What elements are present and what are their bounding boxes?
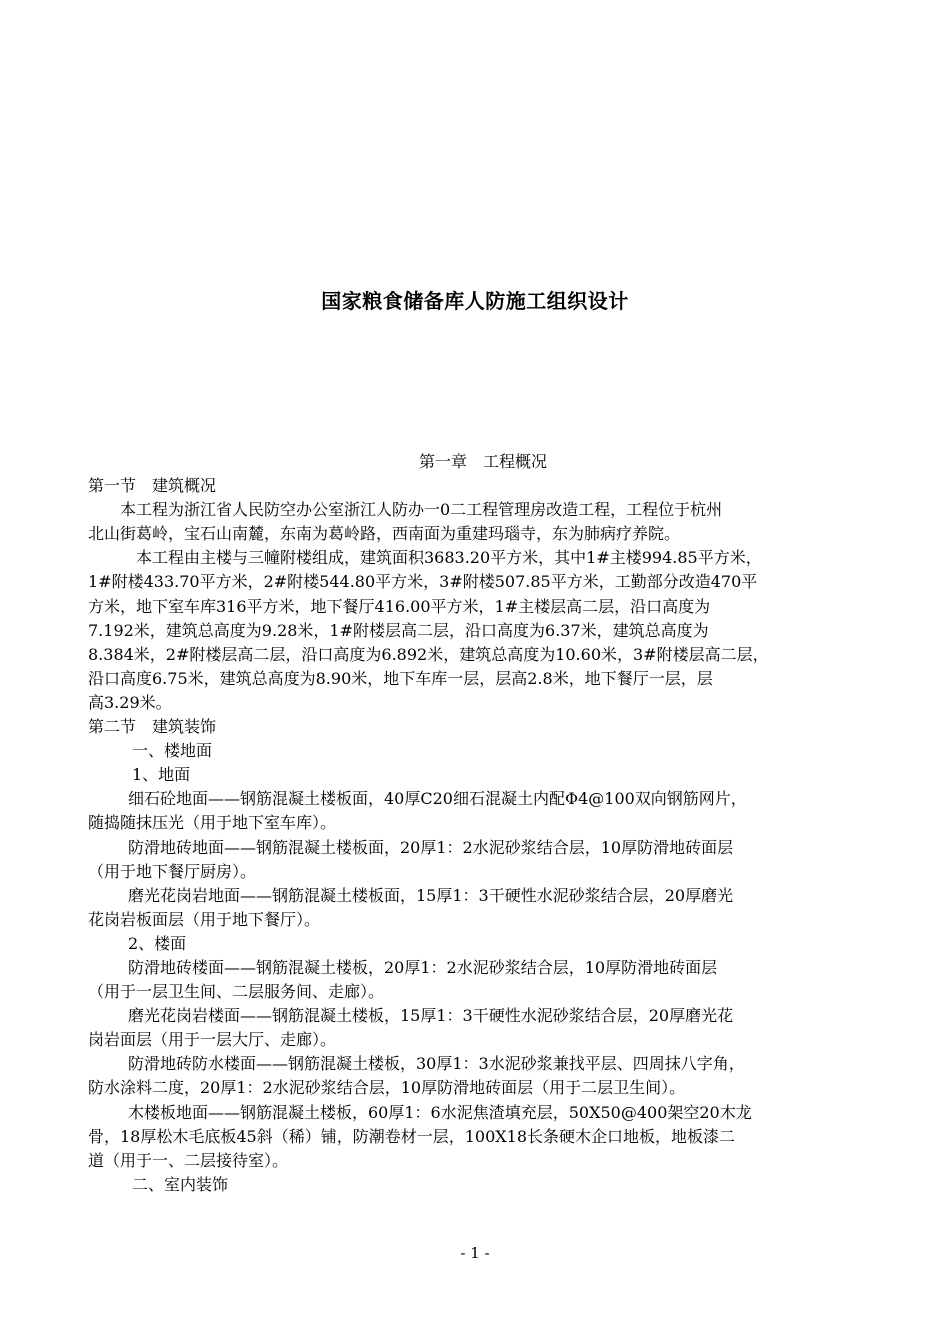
paragraph-line: 花岗岩板面层（用于地下餐厅）。 — [88, 909, 321, 929]
paragraph-line: 防滑地砖防水楼面——钢筋混凝土楼板，30厚1：3水泥砂浆兼找平层、四周抹八字角， — [128, 1054, 745, 1074]
paragraph-line: 1#附楼433.70平方米，2#附楼544.80平方米，3#附楼507.85平方米，工勤部分改造470平 — [88, 572, 758, 592]
chapter-heading: 第一章 工程概况 — [418, 452, 547, 471]
paragraph-line: 防滑地砖地面——钢筋混凝土楼板面，20厚1：2水泥砂浆结合层，10厚防滑地砖面层 — [128, 837, 734, 857]
paragraph-line: 岗岩面层（用于一层大厅、走廊）。 — [88, 1030, 337, 1050]
paragraph-line: 防水涂料二度，20厚1：2水泥砂浆结合层，10厚防滑地砖面层（用于二层卫生间）。 — [88, 1078, 686, 1098]
section-heading: 第一节 建筑概况 — [88, 476, 217, 496]
paragraph-line: 本工程为浙江省人民防空办公室浙江人防办一0二工程管理房改造工程，工程位于杭州 — [120, 500, 723, 520]
section-heading: 第二节 建筑装饰 — [88, 717, 217, 737]
document-title: 国家粮食储备库人防施工组织设计 — [321, 289, 629, 313]
page-number: - 1 - — [460, 1244, 490, 1262]
paragraph-line: 高3.29米。 — [88, 692, 172, 712]
paragraph-line: 本工程由主楼与三幢附楼组成，建筑面积3683.20平方米，其中1#主楼994.85平方米， — [136, 548, 762, 568]
item-heading: 2、楼面 — [128, 933, 187, 953]
paragraph-line: 7.192米，建筑总高度为9.28米，1#附楼层高二层，沿口高度为6.37米，建筑总高度为 — [88, 620, 709, 640]
paragraph-line: 防滑地砖楼面——钢筋混凝土楼板，20厚1：2水泥砂浆结合层，10厚防滑地砖面层 — [128, 957, 718, 977]
paragraph-line: 磨光花岗岩地面——钢筋混凝土楼板面，15厚1：3干硬性水泥砂浆结合层，20厚磨光 — [128, 885, 734, 905]
subsection-heading: 二、室内装饰 — [132, 1174, 229, 1194]
paragraph-line: 方米，地下室车库316平方米，地下餐厅416.00平方米，1#主楼层高二层，沿口高度为 — [88, 596, 711, 616]
paragraph-line: 北山街葛岭，宝石山南麓，东南为葛岭路，西南面为重建玛瑙寺，东为肺病疗养院。 — [88, 524, 681, 544]
paragraph-line: 道（用于一、二层接待室）。 — [88, 1150, 289, 1170]
document-body — [88, 450, 878, 1197]
paragraph-line: 磨光花岗岩楼面——钢筋混凝土楼板，15厚1：3干硬性水泥砂浆结合层，20厚磨光花 — [128, 1006, 734, 1026]
paragraph-line: （用于一层卫生间、二层服务间、走廊）。 — [88, 982, 385, 1002]
paragraph-line: 随捣随抹压光（用于地下室车库）。 — [88, 813, 337, 833]
paragraph-line: 木楼板地面——钢筋混凝土楼板，60厚1：6水泥焦渣填充层，50X50@400架空20木龙 — [128, 1102, 752, 1122]
paragraph-line: 沿口高度6.75米，建筑总高度为8.90米，地下车库一层，层高2.8米，地下餐厅一层，层 — [88, 668, 713, 688]
paragraph-line: （用于地下餐厅厨房）。 — [88, 861, 257, 881]
paragraph-line: 骨，18厚松木毛底板45斜（稀）铺，防潮卷材一层，100X18长条硬木企口地板，地板漆二 — [88, 1126, 736, 1146]
paragraph-line: 细石砼地面——钢筋混凝土楼板面，40厚C20细石混凝土内配Φ4@100双向钢筋网片， — [128, 789, 747, 809]
paragraph-line: 8.384米，2#附楼层高二层，沿口高度为6.892米，建筑总高度为10.60米，3#附楼层高二层， — [88, 644, 769, 664]
item-heading: 1、地面 — [132, 765, 191, 785]
subsection-heading: 一、楼地面 — [132, 741, 213, 761]
